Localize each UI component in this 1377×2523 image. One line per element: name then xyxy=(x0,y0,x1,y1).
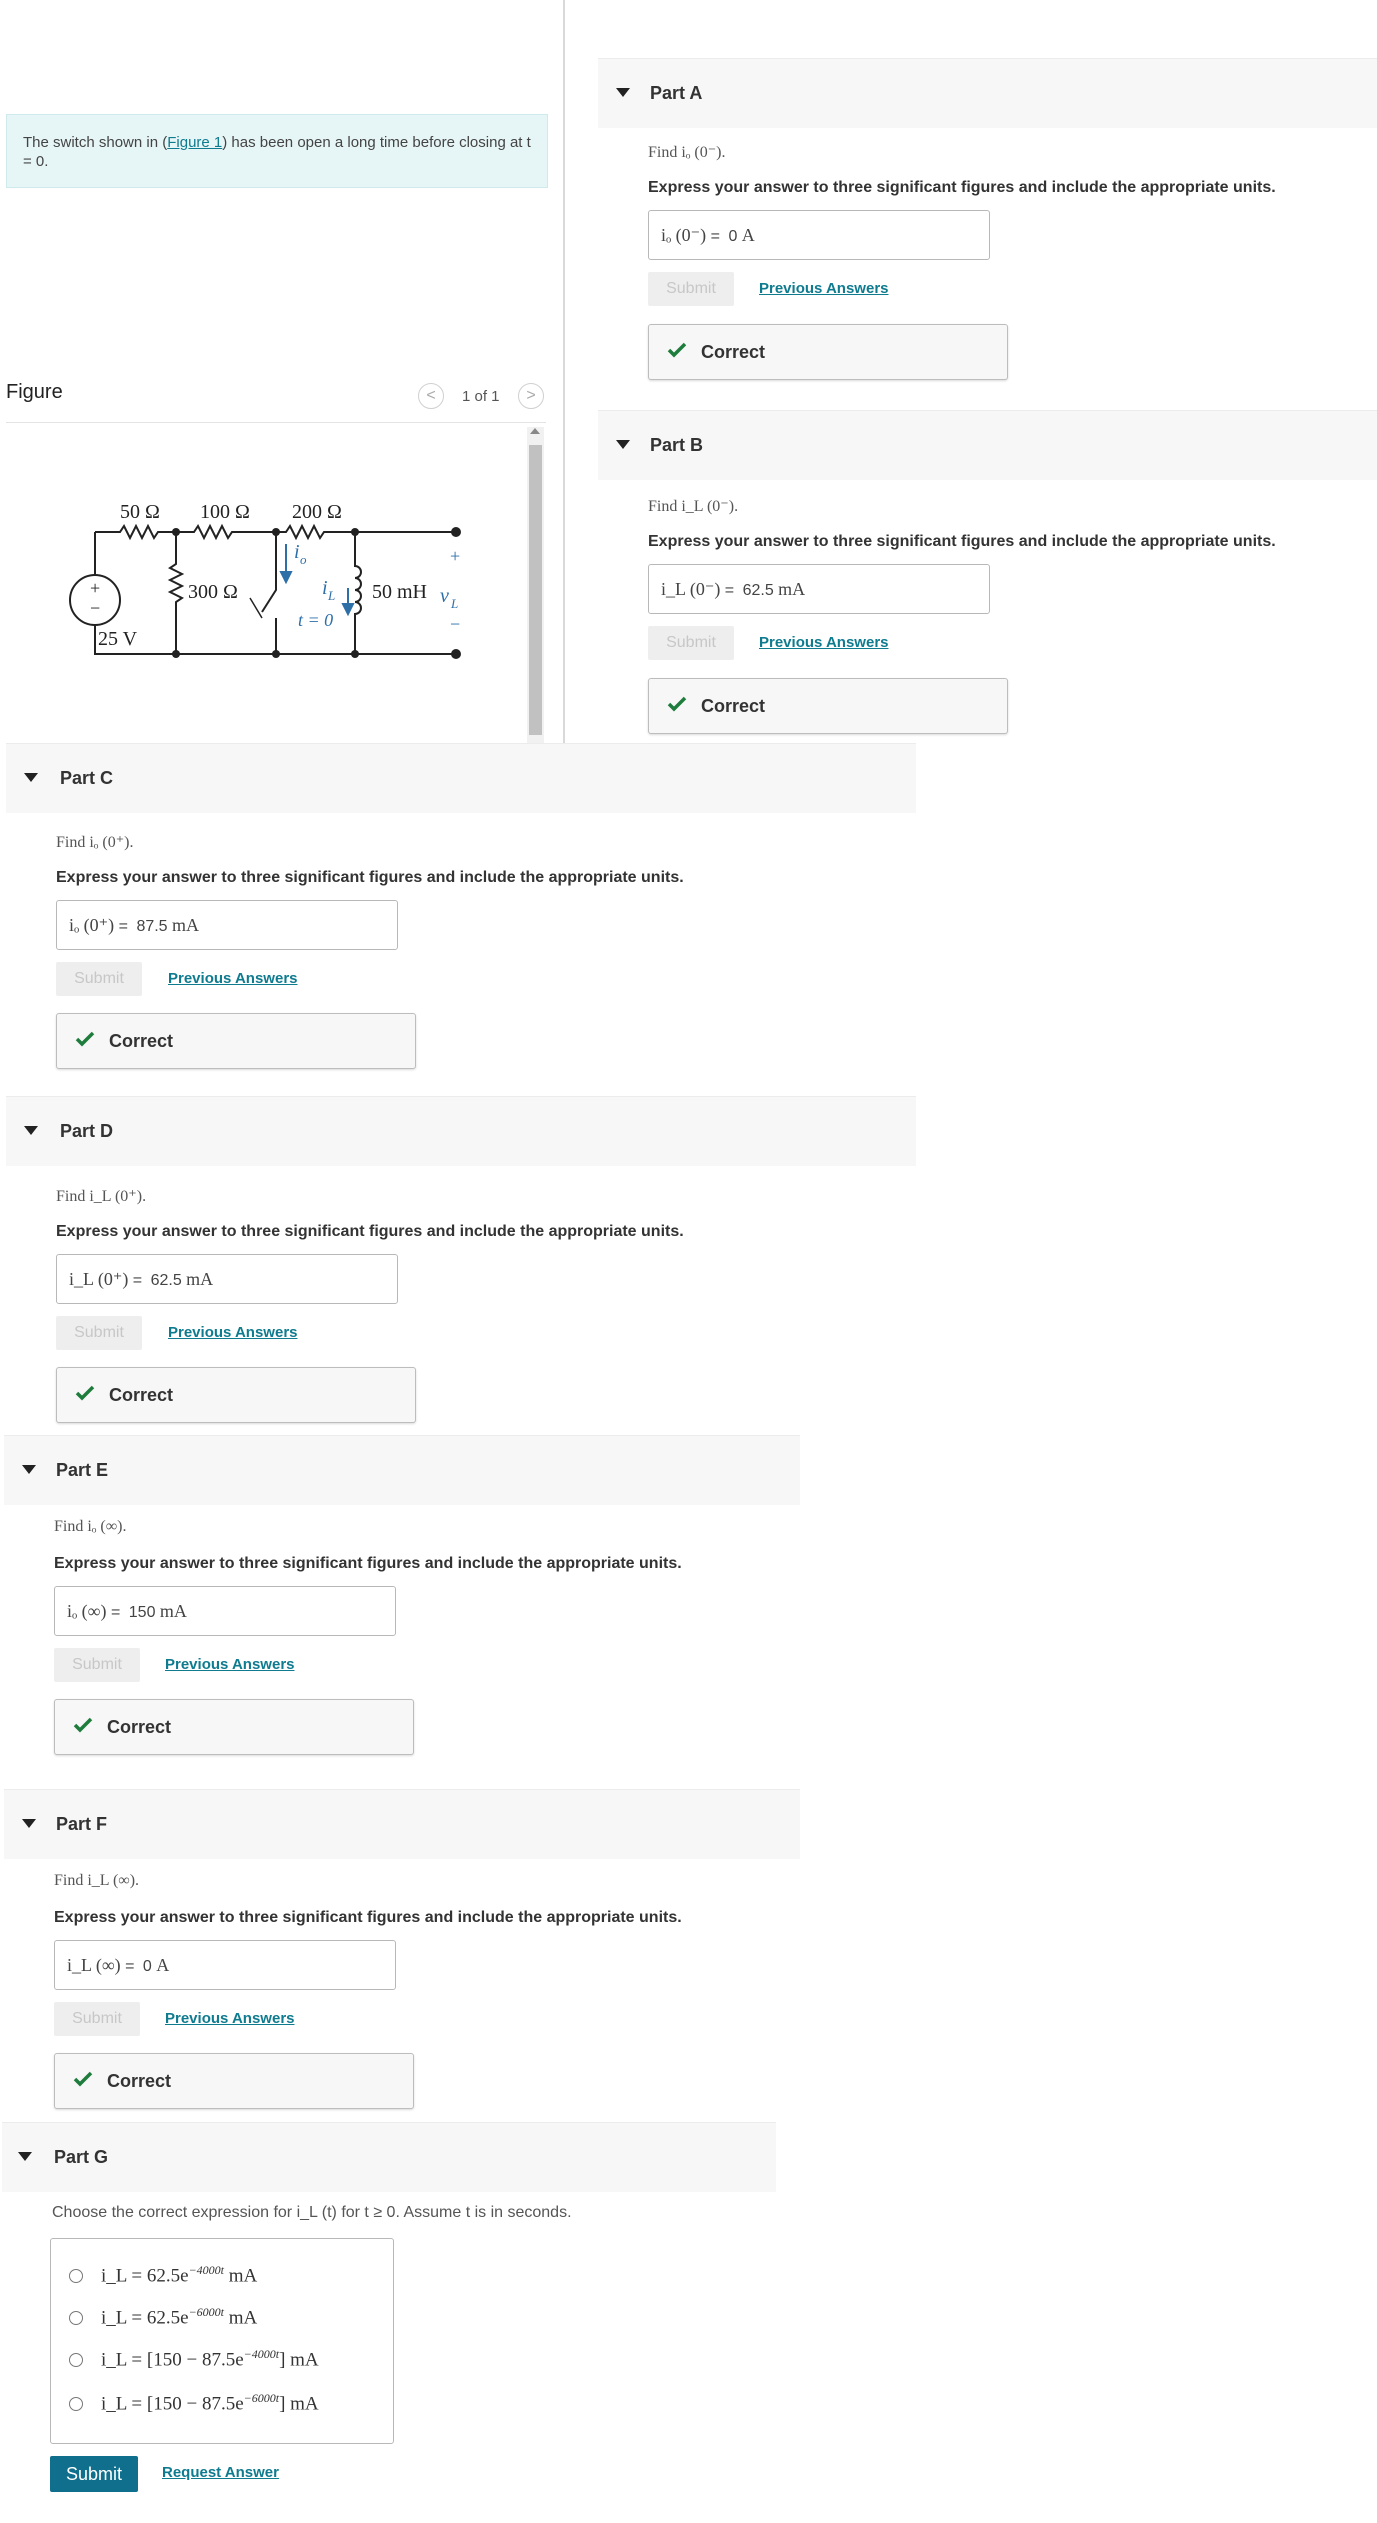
part-c-unit: mA xyxy=(172,915,200,935)
switch-arrow xyxy=(250,598,262,618)
part-d-equals: = xyxy=(132,1272,143,1289)
part-b-answer-field[interactable] xyxy=(648,564,990,614)
part-e-unit: mA xyxy=(159,1601,187,1621)
part-d-answer-field[interactable] xyxy=(56,1254,398,1304)
collapse-triangle-icon xyxy=(24,1126,38,1135)
intro-text-before: The switch shown in ( xyxy=(23,134,168,151)
choice-2-base: i_L = 62.5e xyxy=(101,2307,189,2329)
part-d-label: Part D xyxy=(60,1121,114,1141)
part-b-unit: mA xyxy=(778,579,806,599)
scroll-up-arrow-icon[interactable] xyxy=(530,428,540,434)
label-50mh: 50 mH xyxy=(372,581,427,603)
part-e-express: Express your answer to three significant figures and include the appropriate units. xyxy=(54,1555,682,1572)
part-c-value: 87.5 xyxy=(136,918,168,935)
collapse-triangle-icon xyxy=(616,440,630,449)
checkmark-icon xyxy=(73,2070,93,2088)
part-g-label: Part G xyxy=(54,2147,109,2167)
part-f-lhs: i_L (∞) xyxy=(67,1955,121,1975)
part-d-find: Find i_L (0⁺). xyxy=(56,1188,147,1205)
vl-plus: + xyxy=(450,546,461,566)
part-f-find: Find i_L (∞). xyxy=(54,1872,140,1889)
checkmark-icon xyxy=(75,1384,95,1402)
radio-button[interactable] xyxy=(69,2353,83,2367)
radio-button[interactable] xyxy=(69,2397,83,2411)
choice-4-tail: ] mA xyxy=(279,2393,319,2415)
part-b-equals: = xyxy=(724,582,735,599)
part-f-correct-box xyxy=(54,2053,414,2109)
part-c-correct-text: Correct xyxy=(109,1031,174,1051)
part-e-header[interactable] xyxy=(4,1435,800,1505)
part-f-previous-answers-link[interactable]: Previous Answers xyxy=(165,2010,295,2027)
label-300-ohm: 300 Ω xyxy=(188,581,238,603)
choice-2-exp: −6000t xyxy=(188,2305,225,2319)
part-b-correct-box xyxy=(648,678,1008,734)
checkmark-icon xyxy=(73,1716,93,1734)
wire-r1 xyxy=(95,526,176,538)
part-f-label: Part F xyxy=(56,1814,108,1834)
collapse-triangle-icon xyxy=(22,1819,36,1828)
part-a-value: 0 xyxy=(728,228,738,245)
part-c-answer-field[interactable] xyxy=(56,900,398,950)
radio-button[interactable] xyxy=(69,2311,83,2325)
source-minus: − xyxy=(90,598,101,618)
part-e-correct-text: Correct xyxy=(107,1717,172,1737)
choice-4-exp: −6000t xyxy=(243,2391,280,2405)
choice-3-tail: ] mA xyxy=(279,2349,319,2371)
part-b-value: 62.5 xyxy=(742,582,774,599)
label-vl: v xyxy=(440,585,449,607)
intro-text-after: ) has been open a long time before closing at t = 0. xyxy=(23,134,531,170)
label-25v: 25 V xyxy=(98,628,138,650)
part-b-correct-text: Correct xyxy=(701,696,766,716)
checkmark-icon xyxy=(75,1030,95,1048)
figure-scroll-thumb[interactable] xyxy=(529,445,542,735)
switch-top xyxy=(262,532,276,612)
part-e-label: Part E xyxy=(56,1460,109,1480)
part-g-choices xyxy=(50,2238,394,2444)
label-100-ohm: 100 Ω xyxy=(200,501,250,523)
collapse-triangle-icon xyxy=(18,2152,32,2161)
figure-count: 1 of 1 xyxy=(462,388,500,405)
choice-3-base: i_L = [150 − 87.5e xyxy=(101,2349,244,2371)
part-a-answer-field[interactable] xyxy=(648,210,990,260)
part-a-correct-box xyxy=(648,324,1008,380)
part-c-previous-answers-link[interactable]: Previous Answers xyxy=(168,970,298,987)
part-e-previous-answers-link[interactable]: Previous Answers xyxy=(165,1656,295,1673)
part-a-unit: A xyxy=(741,225,755,245)
label-50-ohm: 50 Ω xyxy=(120,501,160,523)
part-f-unit: A xyxy=(156,1955,170,1975)
part-a-submit-button[interactable]: Submit xyxy=(648,272,734,306)
part-d-lhs: i_L (0⁺) xyxy=(69,1269,129,1289)
part-d-previous-answers-link[interactable]: Previous Answers xyxy=(168,1324,298,1341)
part-g-submit-button[interactable]: Submit xyxy=(50,2456,138,2492)
part-a-find: Find iₒ (0⁻). xyxy=(648,144,726,161)
part-a-label: Part A xyxy=(650,83,703,103)
choice-2-tail: mA xyxy=(224,2307,258,2329)
figure-link[interactable]: Figure 1 xyxy=(167,134,223,151)
source-plus: + xyxy=(90,578,101,598)
request-answer-link[interactable]: Request Answer xyxy=(162,2464,279,2481)
choice-1-exp: −4000t xyxy=(188,2263,225,2277)
part-c-find: Find iₒ (0⁺). xyxy=(56,834,134,851)
wire-r3 xyxy=(276,526,456,538)
part-d-unit: mA xyxy=(186,1269,214,1289)
inductor-coil xyxy=(355,532,361,654)
part-e-answer-field[interactable] xyxy=(54,1586,396,1636)
part-e-correct-box xyxy=(54,1699,414,1755)
collapse-triangle-icon xyxy=(22,1465,36,1474)
label-switch-time: t = 0 xyxy=(298,610,334,630)
part-e-value: 150 xyxy=(128,1604,156,1621)
part-a-previous-answers-link[interactable]: Previous Answers xyxy=(759,280,889,297)
part-g-header[interactable] xyxy=(2,2122,776,2192)
collapse-triangle-icon xyxy=(616,88,630,97)
collapse-triangle-icon xyxy=(24,773,38,782)
wire-r2 xyxy=(176,526,276,538)
label-il: i xyxy=(322,577,328,599)
part-f-express: Express your answer to three significant figures and include the appropriate units. xyxy=(54,1909,682,1926)
part-a-lhs: iₒ (0⁻) xyxy=(661,225,707,245)
resistor-300 xyxy=(170,532,182,654)
part-a-equals: = xyxy=(710,228,720,245)
problem-intro xyxy=(6,114,548,188)
part-c-label: Part C xyxy=(60,768,114,788)
label-io: i xyxy=(294,541,300,563)
part-c-lhs: iₒ (0⁺) xyxy=(69,915,115,935)
part-c-equals: = xyxy=(118,918,128,935)
label-il-sub: L xyxy=(328,588,336,603)
chevron-right-icon: > xyxy=(526,387,536,404)
column-divider xyxy=(563,0,565,750)
checkmark-icon xyxy=(667,695,687,713)
part-a-header[interactable] xyxy=(598,58,1377,128)
part-b-label: Part B xyxy=(650,435,704,455)
part-d-correct-box xyxy=(56,1367,416,1423)
radio-button[interactable] xyxy=(69,2269,83,2283)
part-d-value: 62.5 xyxy=(150,1272,182,1289)
choice-1-tail: mA xyxy=(224,2265,258,2287)
part-c-header[interactable] xyxy=(6,743,916,813)
part-e-equals: = xyxy=(110,1604,121,1621)
part-f-correct-text: Correct xyxy=(107,2071,172,2091)
part-d-header[interactable] xyxy=(6,1096,916,1166)
part-f-equals: = xyxy=(125,1958,135,1975)
part-b-header[interactable] xyxy=(598,410,1377,480)
part-b-previous-answers-link[interactable]: Previous Answers xyxy=(759,634,889,651)
part-b-express: Express your answer to three significant figures and include the appropriate units. xyxy=(648,533,1276,550)
part-b-find: Find i_L (0⁻). xyxy=(648,498,739,515)
part-g-prompt: Choose the correct expression for i_L (t) for t ≥ 0. Assume t is in seconds. xyxy=(52,2204,572,2221)
part-f-answer-field[interactable] xyxy=(54,1940,396,1990)
figure-rule xyxy=(6,422,546,423)
part-a-correct-text: Correct xyxy=(701,342,766,362)
part-e-find: Find iₒ (∞). xyxy=(54,1518,127,1535)
part-e-submit-button[interactable]: Submit xyxy=(54,1648,140,1682)
choice-4-base: i_L = [150 − 87.5e xyxy=(101,2393,244,2415)
part-b-submit-button[interactable]: Submit xyxy=(648,626,734,660)
part-b-lhs: i_L (0⁻) xyxy=(661,579,721,599)
part-c-submit-button[interactable]: Submit xyxy=(56,962,142,996)
figure-prev-button[interactable] xyxy=(418,383,444,409)
label-io-sub: o xyxy=(300,552,307,567)
part-a-express: Express your answer to three significant figures and include the appropriate units. xyxy=(648,179,1276,196)
choice-3-exp: −4000t xyxy=(243,2347,280,2361)
part-d-submit-button[interactable]: Submit xyxy=(56,1316,142,1350)
part-f-submit-button[interactable]: Submit xyxy=(54,2002,140,2036)
choice-1-base: i_L = 62.5e xyxy=(101,2265,189,2287)
checkmark-icon xyxy=(667,341,687,359)
part-f-value: 0 xyxy=(142,1958,152,1975)
circuit-diagram xyxy=(50,490,490,670)
part-d-correct-text: Correct xyxy=(109,1385,174,1405)
label-200-ohm: 200 Ω xyxy=(292,501,342,523)
part-c-correct-box xyxy=(56,1013,416,1069)
part-f-header[interactable] xyxy=(4,1789,800,1859)
part-e-lhs: iₒ (∞) xyxy=(67,1601,107,1621)
part-d-express: Express your answer to three significant figures and include the appropriate units. xyxy=(56,1223,684,1240)
vl-minus: − xyxy=(450,614,461,634)
figure-next-button[interactable] xyxy=(518,383,544,409)
part-c-express: Express your answer to three significant figures and include the appropriate units. xyxy=(56,869,684,886)
figure-title: Figure xyxy=(6,381,63,403)
chevron-left-icon: < xyxy=(426,387,436,404)
label-vl-sub: L xyxy=(451,596,459,611)
